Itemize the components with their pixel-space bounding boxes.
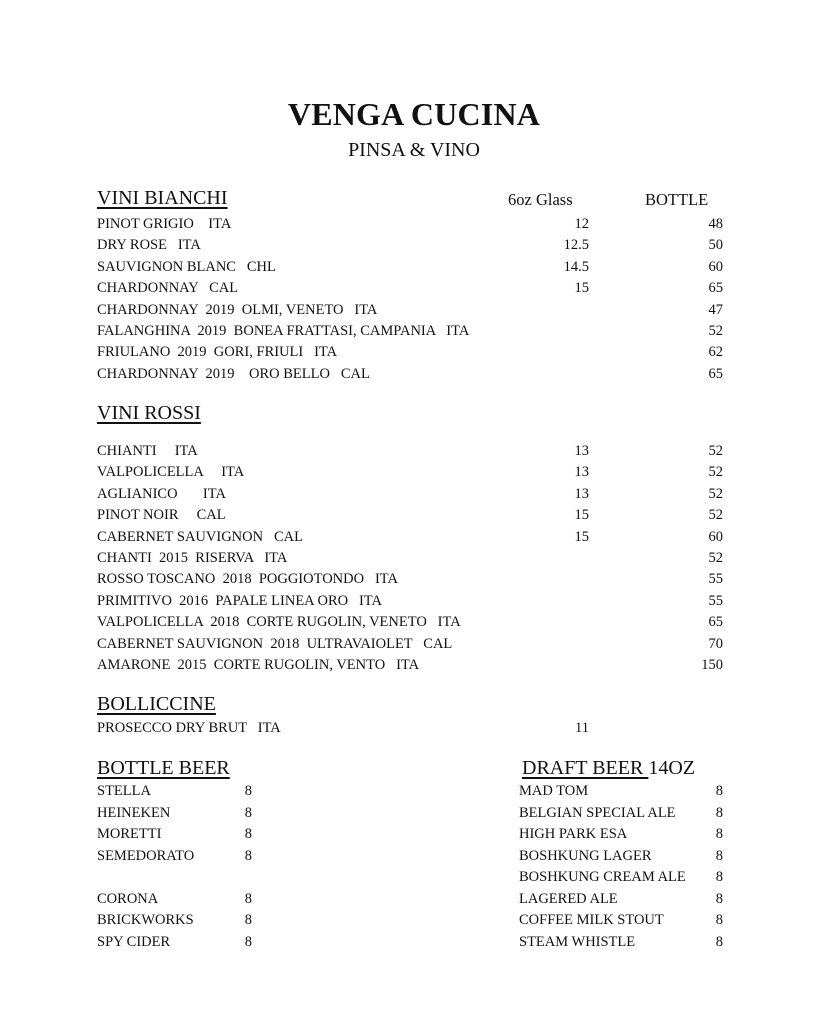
beer-name: BOSHKUNG LAGER	[519, 847, 652, 864]
bottle-column-header: BOTTLE	[645, 190, 709, 209]
beer-price: 8	[244, 804, 252, 821]
beer-price: 8	[715, 890, 723, 907]
beer-name: BOSHKUNG CREAM ALE	[519, 869, 686, 885]
glass-price: 13	[574, 485, 589, 502]
beer-row	[97, 824, 252, 845]
restaurant-subtitle: PINSA & VINO	[348, 139, 480, 161]
section-title-bollicine: BOLLICCINE	[97, 693, 216, 715]
wine-row	[97, 462, 723, 483]
wine-row	[97, 342, 723, 363]
beer-name: BELGIAN SPECIAL ALE	[519, 804, 676, 821]
beer-row	[519, 889, 723, 910]
beer-price: 8	[715, 804, 723, 821]
wine-row	[97, 634, 723, 655]
wine-name: FALANGHINA 2019 BONEA FRATTASI, CAMPANIA ITA	[97, 323, 470, 339]
beer-row	[97, 803, 252, 824]
beer-name: CORONA	[97, 890, 159, 907]
glass-price: 14.5	[563, 258, 589, 275]
beer-name: SEMEDORATO	[97, 847, 195, 864]
wine-name: CABERNET SAUVIGNON 2018 ULTRAVAIOLET CAL	[97, 635, 453, 652]
glass-price: 12	[574, 216, 589, 232]
wine-name: AGLIANICO ITA	[97, 485, 226, 502]
wine-name: PROSECCO DRY BRUT ITA	[97, 720, 281, 736]
bottle-price: 52	[708, 323, 723, 339]
wine-name: PINOT GRIGIO ITA	[97, 216, 232, 232]
bottle-price: 65	[708, 280, 723, 297]
beer-price: 8	[715, 847, 723, 864]
bottle-price: 60	[708, 528, 723, 545]
beer-name: SPY CIDER	[97, 933, 171, 950]
beer-row	[519, 824, 723, 845]
beer-price: 8	[244, 847, 252, 864]
beer-name: MORETTI	[97, 826, 162, 842]
beer-price: 8	[715, 869, 723, 885]
bottle-price: 52	[708, 443, 723, 459]
bottle-price: 55	[708, 571, 723, 588]
wine-row	[97, 278, 723, 299]
wine-name: DRY ROSE ITA	[97, 237, 201, 254]
beer-name: LAGERED ALE	[519, 890, 618, 907]
section-title-draft-beer	[522, 757, 695, 780]
beer-row	[97, 781, 252, 802]
restaurant-title: VENGA CUCINA	[287, 96, 541, 132]
bottle-price: 52	[708, 507, 723, 524]
glass-column-header: 6oz Glass	[508, 190, 573, 209]
beer-price: 8	[244, 826, 252, 842]
glass-price: 13	[574, 464, 589, 481]
bottle-price: 52	[708, 550, 723, 566]
beer-row	[519, 803, 723, 824]
wine-row	[97, 548, 723, 569]
glass-price: 15	[574, 528, 589, 545]
beer-price: 8	[244, 912, 252, 928]
wine-name: AMARONE 2015 CORTE RUGOLIN, VENTO ITA	[97, 657, 420, 673]
bottle-price: 48	[708, 216, 723, 232]
beer-name: COFFEE MILK STOUT	[519, 912, 664, 928]
wine-name: VALPOLICELLA ITA	[97, 464, 245, 481]
beer-price: 8	[715, 933, 723, 950]
wine-name: CHARDONNAY 2019 OLMI, VENETO ITA	[97, 301, 378, 318]
section-title-vini-bianchi: VINI BIANCHI	[97, 187, 228, 209]
bottle-price: 55	[708, 592, 723, 609]
bottle-price: 52	[708, 464, 723, 481]
beer-price: 8	[244, 783, 252, 799]
wine-name: FRIULANO 2019 GORI, FRIULI ITA	[97, 344, 338, 361]
wine-row	[97, 484, 723, 505]
wine-row	[97, 505, 723, 526]
beer-row	[519, 846, 723, 867]
beer-price: 8	[715, 826, 723, 842]
bottle-price: 47	[708, 301, 723, 318]
wine-name: CHIANTI ITA	[97, 443, 198, 459]
glass-price: 15	[574, 507, 589, 524]
wine-name: SAUVIGNON BLANC CHL	[97, 258, 276, 275]
wine-name: CHANTI 2015 RISERVA ITA	[97, 550, 288, 566]
wine-row	[97, 591, 723, 612]
wine-name: VALPOLICELLA 2018 CORTE RUGOLIN, VENETO ITA	[97, 614, 461, 631]
beer-name: HIGH PARK ESA	[519, 826, 628, 842]
beer-row	[97, 846, 252, 867]
wine-row	[97, 364, 723, 385]
beer-name: HEINEKEN	[97, 804, 171, 821]
bottle-price: 60	[708, 258, 723, 275]
bottle-price: 70	[708, 635, 723, 652]
wine-name: PRIMITIVO 2016 PAPALE LINEA ORO ITA	[97, 592, 382, 609]
glass-price: 11	[575, 720, 589, 736]
draft-beer-size: 14OZ	[648, 757, 695, 779]
beer-price: 8	[715, 783, 723, 799]
beer-price: 8	[715, 912, 723, 928]
section-title-bottle-beer: BOTTLE BEER	[97, 757, 230, 779]
beer-row	[519, 781, 723, 802]
wine-row	[97, 441, 723, 462]
glass-price: 12.5	[563, 237, 589, 254]
wine-row	[97, 527, 723, 548]
beer-row	[519, 910, 723, 931]
wine-row	[97, 718, 723, 739]
glass-price: 15	[574, 280, 589, 297]
bottle-price: 50	[708, 237, 723, 254]
section-title-vini-rossi: VINI ROSSI	[97, 402, 201, 424]
draft-beer-title: DRAFT BEER	[522, 757, 649, 779]
wine-row	[97, 235, 723, 256]
beer-row	[97, 932, 252, 953]
beer-name: BRICKWORKS	[97, 912, 194, 928]
beer-name: STELLA	[97, 783, 151, 799]
beer-name: STEAM WHISTLE	[519, 933, 636, 950]
beer-row	[519, 932, 723, 953]
wine-name: CHARDONNAY CAL	[97, 280, 239, 297]
beer-name: MAD TOM	[519, 783, 589, 799]
wine-row	[97, 321, 723, 342]
wine-name: CABERNET SAUVIGNON CAL	[97, 528, 303, 545]
beer-row	[519, 867, 723, 888]
bottle-price: 52	[708, 485, 723, 502]
bottle-price: 65	[708, 365, 723, 382]
glass-price: 13	[574, 443, 589, 459]
beer-price: 8	[244, 933, 252, 950]
beer-row	[97, 910, 252, 931]
wine-row	[97, 257, 723, 278]
wine-name: ROSSO TOSCANO 2018 POGGIOTONDO ITA	[97, 571, 398, 588]
beer-price: 8	[244, 890, 252, 907]
bottle-price: 62	[708, 344, 723, 361]
bottle-price: 150	[701, 657, 723, 673]
wine-row	[97, 569, 723, 590]
wine-name: PINOT NOIR CAL	[97, 507, 226, 524]
wine-row	[97, 612, 723, 633]
bottle-price: 65	[708, 614, 723, 631]
wine-name: CHARDONNAY 2019 ORO BELLO CAL	[97, 365, 370, 382]
wine-row	[97, 300, 723, 321]
beer-row	[97, 889, 252, 910]
wine-row	[97, 655, 723, 676]
wine-row	[97, 214, 723, 235]
